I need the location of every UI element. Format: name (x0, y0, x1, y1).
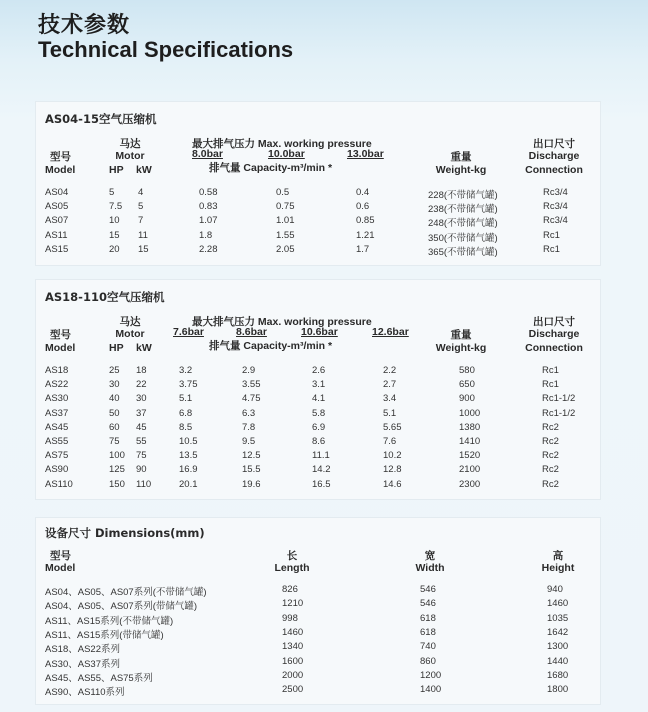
table-cell: 4.1 (312, 393, 326, 405)
table-cell: AS11、AS15系列(不带储气罐) (45, 615, 174, 627)
table-cell: 3.1 (312, 379, 326, 391)
table-cell: 45 (136, 421, 147, 433)
table-cell: 15.5 (242, 464, 261, 476)
table-cell: 50 (109, 407, 120, 419)
table-cell: Rc1 (543, 229, 560, 241)
table-cell: 1.55 (276, 229, 295, 241)
col-motor-en: Motor (115, 328, 145, 340)
col-conn-en2: Connection (525, 342, 583, 354)
table-cell: 6.9 (312, 421, 326, 433)
table-cell: Rc2 (542, 464, 559, 476)
table-cell: 30 (109, 379, 120, 391)
table-cell: 15 (109, 229, 120, 241)
col-width-cn: 宽 (424, 550, 436, 562)
table-cell: 1340 (282, 641, 304, 653)
col-capacity: 排气量 Capacity-m³/min * (209, 340, 333, 352)
table-cell: AS55 (45, 436, 69, 447)
table-cell: 2.6 (312, 365, 326, 376)
col-motor-cn: 马达 (119, 316, 141, 328)
table-cell: 30 (136, 393, 147, 405)
table-cell: 3.55 (242, 379, 261, 391)
table-cell: 10 (109, 215, 120, 227)
table-cell: 2.7 (383, 379, 397, 391)
table-cell: 5 (138, 201, 144, 213)
table-cell: 1440 (547, 655, 569, 667)
table-as18-110 (35, 279, 601, 500)
col-pressure: 最大排气压力 Max. working pressure (192, 316, 372, 328)
col-pressure: 最大排气压力 Max. working pressure (192, 138, 372, 150)
col-p2: 8.6bar (236, 326, 267, 338)
table-cell: 2100 (459, 464, 481, 476)
table-cell: Rc2 (542, 450, 559, 462)
table-cell: AS15 (45, 243, 69, 255)
col-kw: kW (136, 164, 152, 176)
col-hp: HP (109, 164, 124, 176)
table-cell: 1460 (547, 598, 569, 610)
col-hp: HP (109, 342, 124, 354)
table-cell: 3.4 (383, 393, 397, 405)
table-cell: AS30 (45, 393, 69, 405)
table-cell: 0.58 (199, 187, 218, 198)
col-model-en: Model (45, 342, 76, 354)
table-cell: 1460 (282, 626, 304, 638)
table-cell: AS90 (45, 464, 69, 476)
table-cell: 5.1 (383, 407, 397, 419)
table-cell: 12.8 (383, 464, 402, 476)
table-cell: 1800 (547, 684, 569, 696)
col-conn-cn: 出口尺寸 (533, 138, 575, 150)
table-cell: 5 (109, 187, 115, 198)
page-title-cn: 技术参数 (38, 13, 131, 38)
col-motor-en: Motor (115, 150, 145, 162)
table-cell: 100 (109, 450, 125, 462)
col-length-en: Length (274, 562, 310, 574)
table-cell: AS90、AS110系列 (45, 687, 125, 699)
table-cell: 7 (138, 215, 144, 227)
col-model-cn: 型号 (50, 329, 71, 341)
table-cell: 5.65 (383, 421, 402, 433)
table-cell: 580 (459, 365, 475, 376)
table-cell: AS11 (45, 229, 68, 241)
col-p2: 10.0bar (268, 148, 305, 160)
table-cell: 546 (420, 584, 436, 595)
col-p3: 10.6bar (301, 326, 338, 338)
table-cell: 618 (420, 612, 436, 624)
col-weight-en: Weight-kg (435, 164, 487, 176)
table-cell: Rc1 (543, 243, 560, 255)
col-model-en: Model (45, 562, 76, 574)
table-cell: 1200 (420, 669, 442, 681)
table-cell: 1300 (547, 641, 569, 653)
table-cell: 9.5 (242, 436, 256, 447)
table-cell: 13.5 (179, 450, 198, 462)
table-cell: 0.6 (356, 201, 370, 213)
col-length-cn: 长 (286, 550, 298, 562)
table-cell: 900 (459, 393, 475, 405)
table-cell: 7.5 (109, 201, 123, 213)
table-cell: 350(不带储气罐) (428, 232, 498, 244)
table-cell: Rc3/4 (543, 201, 568, 213)
table-cell: 740 (420, 641, 436, 653)
table-title: AS18-110空气压缩机 (45, 290, 165, 304)
table-cell: 19.6 (242, 478, 261, 490)
table-cell: 8.6 (312, 436, 326, 447)
table-cell: 37 (136, 407, 147, 419)
table-cell: 1.7 (356, 243, 370, 255)
table-cell: 90 (136, 464, 147, 476)
table-cell: Rc2 (542, 436, 559, 447)
table-cell: 150 (109, 478, 125, 490)
col-model-en: Model (45, 164, 76, 176)
table-dimensions (35, 517, 601, 705)
table-cell: 1.07 (199, 215, 218, 227)
table-cell: AS30、AS37系列 (45, 658, 120, 670)
table-cell: 1.01 (276, 215, 295, 227)
table-cell: Rc2 (542, 421, 559, 433)
table-cell: 546 (420, 598, 436, 610)
col-p3: 13.0bar (347, 148, 384, 160)
col-weight-en: Weight-kg (435, 342, 487, 354)
table-cell: 618 (420, 626, 436, 638)
table-cell: 7.8 (242, 421, 256, 433)
table-cell: AS22 (45, 379, 69, 391)
table-cell: 1520 (459, 450, 481, 462)
col-conn-en1: Discharge (528, 150, 580, 162)
table-cell: 8.5 (179, 421, 193, 433)
col-height-en: Height (541, 562, 575, 574)
table-cell: 5.8 (312, 407, 326, 419)
table-cell: 2.9 (242, 365, 256, 376)
table-cell: AS18 (45, 365, 69, 376)
table-cell: 650 (459, 379, 475, 391)
table-cell: 3.2 (179, 365, 193, 376)
table-cell: 25 (109, 365, 120, 376)
table-cell: 0.83 (199, 201, 218, 213)
table-cell: 6.3 (242, 407, 256, 419)
col-conn-en2: Connection (525, 164, 583, 176)
table-cell: Rc1-1/2 (542, 393, 576, 405)
table-cell: 14.6 (383, 478, 402, 490)
col-motor-cn: 马达 (119, 138, 141, 150)
table-cell: 1410 (459, 436, 481, 447)
table-cell: Rc1 (542, 365, 559, 376)
table-cell: 1.8 (199, 229, 213, 241)
table-cell: 2300 (459, 478, 481, 490)
table-cell: 1600 (282, 655, 304, 667)
col-kw: kW (136, 342, 152, 354)
table-cell: 248(不带储气罐) (428, 218, 498, 230)
table-cell: AS04 (45, 187, 69, 198)
table-cell: 1.21 (356, 229, 375, 241)
table-cell: AS45 (45, 421, 69, 433)
table-cell: AS11、AS15系列(带储气罐) (45, 629, 164, 641)
table-cell: 228(不带储气罐) (428, 190, 498, 201)
table-cell: 15 (138, 243, 149, 255)
table-cell: 0.85 (356, 215, 375, 227)
table-cell: 75 (109, 436, 120, 447)
table-cell: Rc3/4 (543, 215, 568, 227)
table-cell: 365(不带储气罐) (428, 246, 498, 258)
table-cell: 238(不带储气罐) (428, 204, 498, 216)
table-cell: 16.5 (312, 478, 331, 490)
table-cell: 2.2 (383, 365, 397, 376)
col-p1: 8.0bar (192, 148, 223, 160)
table-cell: 860 (420, 655, 436, 667)
table-cell: 2.28 (199, 243, 218, 255)
table-cell: 10.5 (179, 436, 198, 447)
table-cell: Rc3/4 (543, 187, 568, 198)
table-cell: 55 (136, 436, 147, 447)
table-cell: 0.4 (356, 187, 370, 198)
table-cell: 11 (138, 229, 148, 241)
col-p4: 12.6bar (372, 326, 409, 338)
table-cell: 40 (109, 393, 120, 405)
table-cell: 998 (282, 612, 298, 624)
table-cell: 1380 (459, 421, 481, 433)
table-cell: Rc1-1/2 (542, 407, 576, 419)
table-cell: 4 (138, 187, 144, 198)
table-cell: 125 (109, 464, 125, 476)
table-cell: 5.1 (179, 393, 193, 405)
table-cell: 0.75 (276, 201, 295, 213)
table-cell: AS07 (45, 215, 69, 227)
table-title: AS04-15空气压缩机 (45, 112, 157, 126)
table-cell: AS05 (45, 201, 69, 213)
table-cell: 16.9 (179, 464, 198, 476)
col-capacity: 排气量 Capacity-m³/min * (209, 162, 333, 174)
table-cell: 20.1 (179, 478, 198, 490)
col-model-cn: 型号 (50, 550, 71, 562)
table-cell: 22 (136, 379, 147, 391)
table-cell: 110 (136, 478, 152, 490)
table-cell: AS45、AS55、AS75系列 (45, 672, 153, 684)
col-weight-cn: 重量 (450, 151, 472, 163)
table-cell: 0.5 (276, 187, 290, 198)
table-cell: 10.2 (383, 450, 402, 462)
table-cell: 3.75 (179, 379, 198, 391)
table-cell: AS18、AS22系列 (45, 644, 120, 656)
table-cell: AS04、AS05、AS07系列(不带储气罐) (45, 587, 207, 598)
table-cell: AS37 (45, 407, 69, 419)
table-cell: 1035 (547, 612, 569, 624)
table-cell: Rc1 (542, 379, 559, 391)
col-height-cn: 高 (552, 550, 564, 562)
col-conn-en1: Discharge (528, 328, 580, 340)
col-conn-cn: 出口尺寸 (533, 316, 575, 328)
table-cell: 940 (547, 584, 563, 595)
table-cell: AS75 (45, 450, 69, 462)
table-cell: 60 (109, 421, 120, 433)
table-cell: 11.1 (312, 450, 330, 462)
col-p1: 7.6bar (173, 326, 204, 338)
table-cell: 2000 (282, 669, 304, 681)
table-cell: 1400 (420, 684, 442, 696)
table-cell: 6.8 (179, 407, 193, 419)
table-cell: 4.75 (242, 393, 261, 405)
table-cell: 7.6 (383, 436, 397, 447)
table-cell: 2.05 (276, 243, 295, 255)
table-cell: Rc2 (542, 478, 559, 490)
table-cell: 75 (136, 450, 147, 462)
table-cell: 1210 (282, 598, 304, 610)
table-as04-15 (35, 101, 601, 266)
table-cell: 12.5 (242, 450, 261, 462)
col-weight-cn: 重量 (450, 329, 472, 341)
table-cell: 14.2 (312, 464, 331, 476)
table-cell: 2500 (282, 684, 304, 696)
col-model-cn: 型号 (50, 151, 71, 163)
table-cell: 20 (109, 243, 120, 255)
col-width-en: Width (415, 562, 445, 574)
table-cell: 1642 (547, 626, 569, 638)
table-cell: 1000 (459, 407, 481, 419)
table-cell: 826 (282, 584, 298, 595)
table-cell: 18 (136, 365, 147, 376)
table-cell: AS04、AS05、AS07系列(带储气罐) (45, 601, 198, 613)
page-title-en: Technical Specifications (38, 37, 294, 62)
table-cell: 1680 (547, 669, 569, 681)
table-cell: AS110 (45, 478, 73, 490)
table-title: 设备尺寸 Dimensions(mm) (45, 526, 205, 540)
